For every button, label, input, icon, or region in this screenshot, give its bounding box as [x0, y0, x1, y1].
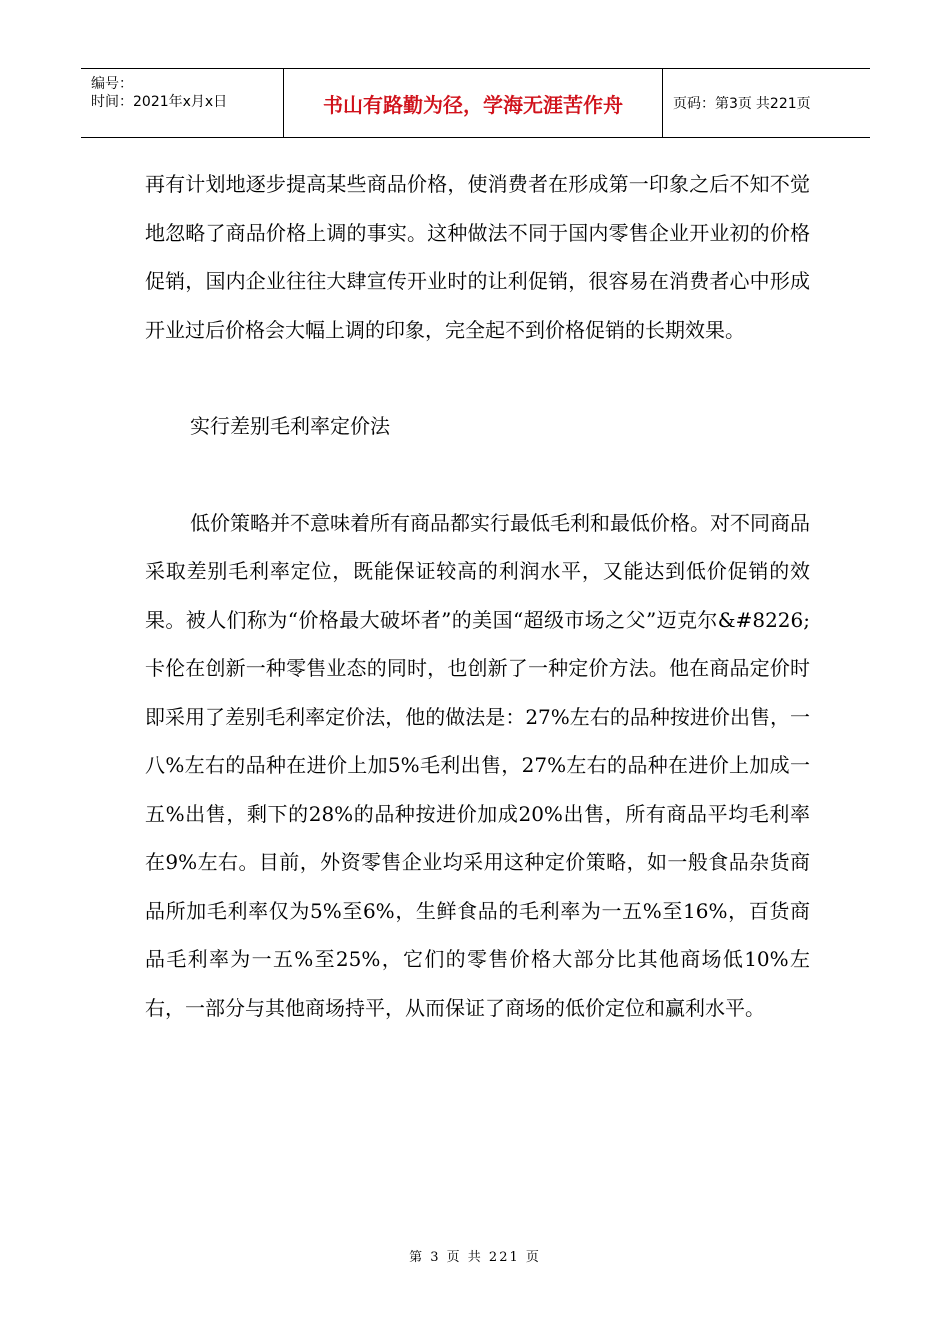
- page-header: [81, 68, 870, 138]
- header-page-info: [663, 69, 870, 137]
- paragraph-gap: [145, 451, 810, 499]
- header-page-total: 共221页: [755, 96, 811, 112]
- section-heading: 实行差别毛利率定价法: [190, 414, 390, 438]
- body-paragraph: 再有计划地逐步提高某些商品价格，使消费者在形成第一印象之后不知不觉地忽略了商品价格上调的事实。这种做法不同于国内零售企业开业初的价格促销，国内企业往往大肆宣传开业时的让利促销，很容易在消费者心中形成开业过后价格会大幅上调的印象，完全起不到价格促销的长期效果。: [145, 172, 810, 342]
- doc-date-label: 时间：2021年x月x日: [91, 94, 228, 110]
- header-motto: 书山有路勤为径，学海无涯苦作舟: [283, 69, 663, 137]
- page-footer: 第 3 页 共 221 页: [409, 1250, 541, 1265]
- header-meta: [81, 69, 283, 137]
- paragraph-gap: [145, 354, 810, 402]
- body-paragraph: 低价策略并不意味着所有商品都实行最低毛利和最低价格。对不同商品采取差别毛利率定位，既能保证较高的利润水平，又能达到低价促销的效果。被人们称为“价格最大破坏者”的美国“超级市场之父”迈克尔&#8226;卡伦在创新一种零售业态的同时，也创新了一种定价方法。他在商品定价时即采用了差别毛利率定价法，他的做法是：27%左右的品种按进价出售，一八%左右的品种在进价上加5%毛利出售，27%左右的品种在进价上加成一五%出售，剩下的28%的品种按进价加成20%出售，所有商品平均毛利率在9%左右。目前，外资零售企业均采用这种定价策略，如一般食品杂货商品所加毛利率仅为5%至6%，生鲜食品的毛利率为一五%至16%，百货商品毛利率为一五%至25%，它们的零售价格大部分比其他商场低10%左右，一部分与其他商场持平，从而保证了商场的低价定位和赢利水平。: [145, 510, 810, 1020]
- doc-number-label: 编号：: [91, 76, 133, 92]
- header-page-number: 页码：第3页: [673, 96, 752, 112]
- document-body: [145, 160, 810, 1032]
